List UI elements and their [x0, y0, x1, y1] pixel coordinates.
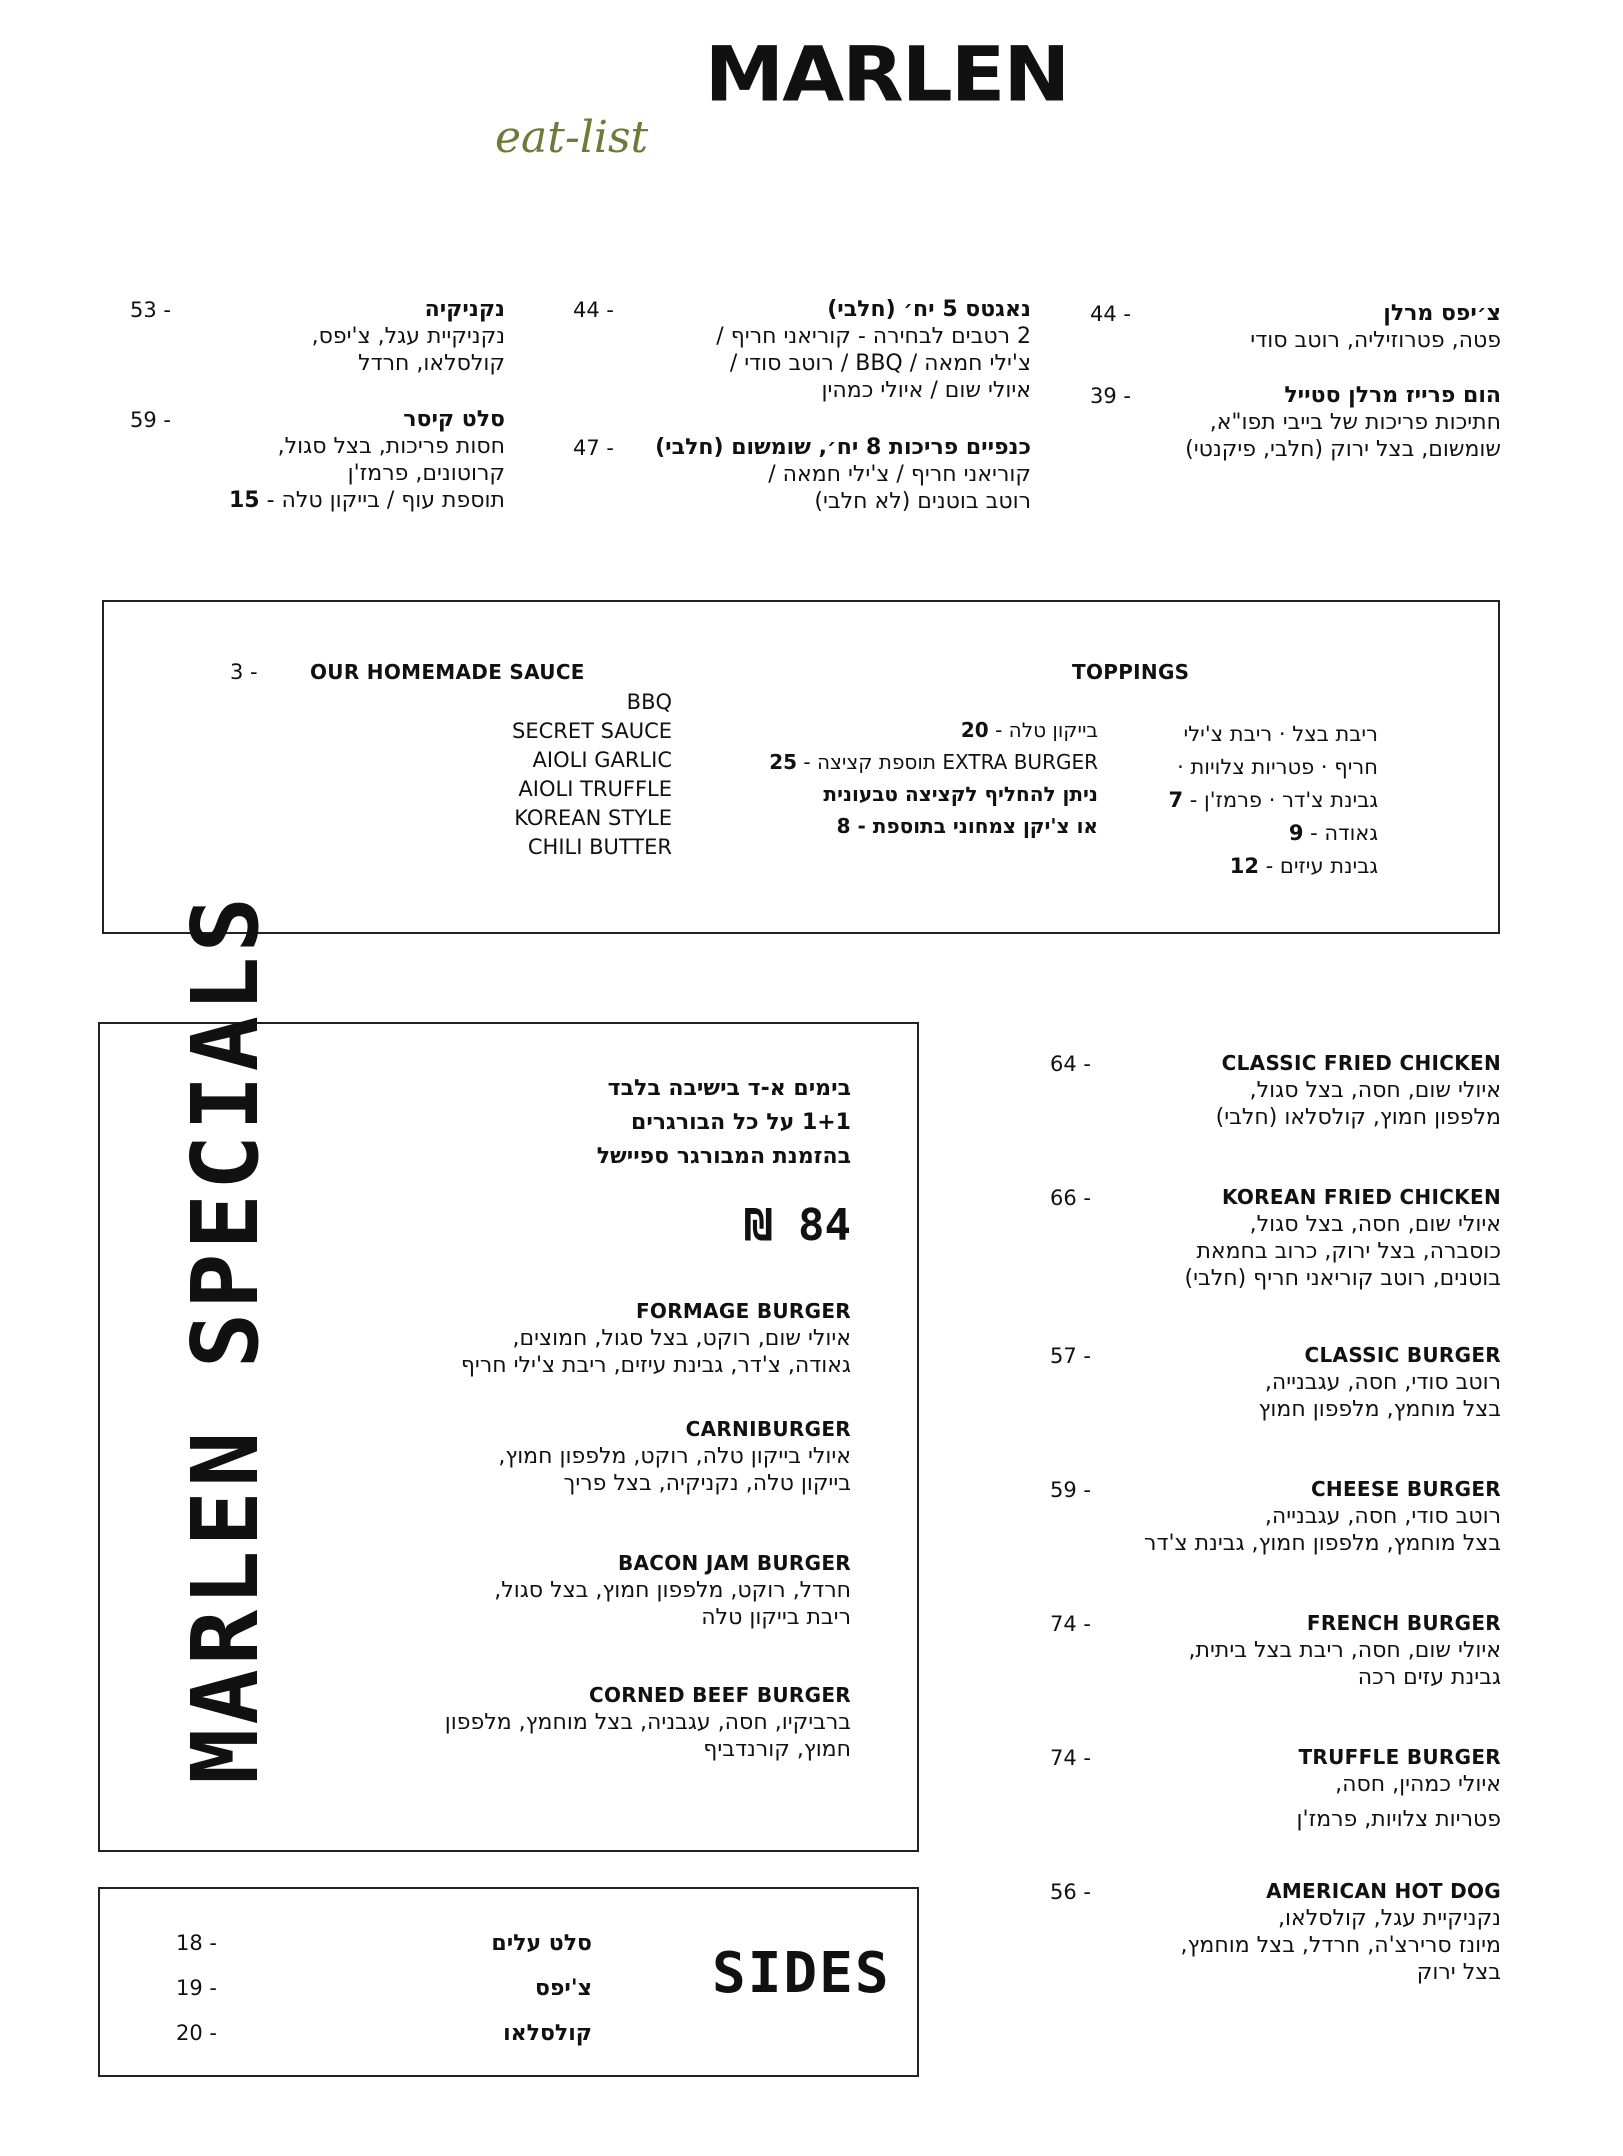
topping-text: גבינת צ'דר · פרמז'ן - [1189, 788, 1378, 812]
item-desc: בצל ירוק [1416, 1960, 1501, 1985]
item-desc: מלפפון חמוץ, קולסלאו (חלבי) [1215, 1105, 1501, 1130]
tagline: eat-list [495, 112, 649, 163]
item-title: כנפיים פריכות 8 יח׳, שומשום (חלבי) [655, 435, 1031, 460]
item-desc: גבינת עזים רכה [1357, 1665, 1501, 1690]
sauce-item: AIOLI GARLIC [532, 748, 672, 772]
burger-korean-fried-chicken [1041, 1184, 1501, 1292]
item-desc: בוטנים, רוטב קוריאני חריף (חלבי) [1184, 1266, 1501, 1291]
item-title: CLASSIC BURGER [1304, 1343, 1501, 1367]
item-desc: שומשום, בצל ירוק (חלבי, פיקנטי) [1185, 437, 1501, 462]
item-desc: רוטב בוטנים (לא חלבי) [814, 489, 1031, 514]
item-desc: רוטב סודי, חסה, עגבנייה, [1264, 1504, 1501, 1529]
item-title: הום פרייז מרלן סטייל [1284, 383, 1501, 408]
sauce-item: AIOLI TRUFFLE [518, 777, 672, 801]
item-desc: גאודה, צ'דר, גבינת עיזים, ריבת צ'ילי חריף [460, 1353, 851, 1378]
burger-american-hot-dog [1041, 1878, 1501, 1986]
special-item-corned-beef [291, 1682, 851, 1763]
item-price: 59 - [130, 408, 171, 432]
menu-item-sausage [185, 296, 505, 377]
specials-promo [351, 1072, 851, 1174]
item-title: סלט קיסר [403, 407, 505, 432]
item-desc: כוסברה, בצל ירוק, כרוב בחמאת [1196, 1239, 1501, 1264]
sauce-item: CHILI BUTTER [527, 835, 672, 859]
topping-text: גבינת עיזים - [1265, 854, 1378, 878]
item-title: BACON JAM BURGER [617, 1551, 851, 1575]
item-desc: איולי כמהין, חסה, [1335, 1772, 1501, 1797]
burger-cheese [1041, 1476, 1501, 1557]
item-desc: ריבת בייקון טלה [701, 1605, 851, 1630]
burger-french [1041, 1610, 1501, 1691]
topping-text: EXTRA BURGER תוספת קציצה - [803, 750, 1098, 774]
brand-logo [0, 30, 1623, 120]
item-title: CLASSIC FRIED CHICKEN [1221, 1051, 1501, 1075]
side-item-price: 20 - [176, 2021, 217, 2045]
item-desc: חמוץ, קורנדביף [703, 1737, 851, 1762]
sauce-item: SECRET SAUCE [511, 719, 672, 743]
item-title: CHEESE BURGER [1310, 1477, 1501, 1501]
topping-price: 25 [769, 750, 798, 774]
topping-line [658, 778, 1098, 810]
topping-price: 7 [1168, 788, 1184, 812]
sides-prices [176, 1921, 217, 2056]
item-desc: איולי שום / איולי כמהין [821, 378, 1031, 403]
specials-price: 84 ₪ [745, 1200, 851, 1251]
topping-line [658, 810, 1098, 842]
side-item-price: 19 - [176, 1976, 217, 2000]
item-price: 57 - [1050, 1344, 1091, 1368]
item-desc: איולי שום, חסה, בצל סגול, [1249, 1212, 1501, 1237]
topping-price: 20 [960, 718, 989, 742]
item-price: 74 - [1050, 1746, 1091, 1770]
menu-item-caesar-salad [165, 406, 505, 514]
promo-line: בימים א-ד בישיבה בלבד [607, 1076, 851, 1101]
sides-title: SIDES [712, 1941, 891, 2006]
promo-line: בהזמנת המבורגר ספיישל [596, 1144, 851, 1169]
topping-price: 12 [1229, 854, 1259, 878]
promo-line: 1+1 על כל הבורגרים [631, 1110, 851, 1135]
side-item-name: קולסלאו [503, 2021, 592, 2046]
topping-line [658, 714, 1098, 746]
item-desc: בייקון טלה, נקניקיה, בצל פריך [563, 1471, 851, 1496]
item-title: נאגטס 5 יח׳ (חלבי) [827, 297, 1031, 322]
item-title: CARNIBURGER [685, 1417, 851, 1441]
item-price: 56 - [1050, 1880, 1091, 1904]
sauce-title: OUR HOMEMADE SAUCE [310, 660, 585, 684]
item-title: TRUFFLE BURGER [1298, 1745, 1501, 1769]
item-price: 74 - [1050, 1612, 1091, 1636]
burger-truffle [1041, 1744, 1501, 1833]
topping-text: ניתן להחליף לקציצה טבעונית [823, 782, 1098, 806]
toppings-list-right [658, 714, 1098, 842]
item-desc: פטריות צלויות, פרמז'ן [1296, 1807, 1501, 1832]
burger-classic-fried-chicken [1041, 1050, 1501, 1131]
menu-item-chips-marlen [1101, 300, 1501, 354]
special-item-bacon-jam [291, 1550, 851, 1631]
side-item-name: סלט עלים [491, 1931, 592, 1956]
item-desc: צ'ילי חמאה / BBQ / רוטב סודי / [729, 351, 1031, 376]
special-item-carniburger [291, 1416, 851, 1497]
item-desc: 2 רטבים לבחירה - קוריאני חריף / [716, 324, 1031, 349]
item-price: 59 - [1050, 1478, 1091, 1502]
item-desc: רוטב סודי, חסה, עגבנייה, [1264, 1370, 1501, 1395]
item-price: 47 - [573, 436, 614, 460]
sides-list [340, 1921, 592, 2056]
sauce-item: BBQ [626, 690, 672, 714]
item-title: CORNED BEEF BURGER [588, 1683, 851, 1707]
item-price: 44 - [1090, 302, 1131, 326]
item-price: 44 - [573, 298, 614, 322]
menu-item-wings [611, 434, 1031, 515]
topping-text: ריבת בצל · ריבת צ'ילי [1183, 722, 1378, 746]
special-item-formage [291, 1298, 851, 1379]
menu-item-nuggets [611, 296, 1031, 404]
item-desc: קולסלאו, חרדל [358, 351, 505, 376]
topping-text: או צ'יקן צמחוני בתוספת - [857, 814, 1098, 838]
sides-box [98, 1887, 919, 2077]
topping-line [658, 746, 1098, 778]
item-desc: חתיכות פריכות של בייבי תפו"א, [1209, 410, 1501, 435]
menu-item-home-fries [1081, 382, 1501, 463]
sauce-price: 3 - [230, 660, 258, 684]
specials-vertical-title: MARLEN SPECIALS [172, 893, 279, 1784]
item-desc: איולי שום, חסה, ריבת בצל ביתית, [1188, 1638, 1501, 1663]
item-price: 39 - [1090, 384, 1131, 408]
item-desc: פטה, פטרוזיליה, רוטב סודי [1250, 328, 1501, 353]
item-price: 66 - [1050, 1186, 1091, 1210]
topping-line [1018, 850, 1378, 883]
burger-classic [1041, 1342, 1501, 1423]
item-desc: מיונז סרירצ'ה, חרדל, בצל מוחמץ, [1180, 1933, 1501, 1958]
side-item-price: 18 - [176, 1931, 217, 1955]
item-desc: חסות פריכות, בצל סגול, [277, 434, 505, 459]
topping-text: בייקון טלה - [995, 718, 1098, 742]
item-desc: בצל מוחמץ, מלפפון חמוץ [1258, 1397, 1501, 1422]
toppings-box [102, 600, 1500, 934]
item-title: KOREAN FRIED CHICKEN [1221, 1185, 1501, 1209]
item-desc: קרוטונים, פרמז'ן [347, 461, 505, 486]
item-title: צ׳יפס מרלן [1383, 301, 1501, 326]
item-desc: איולי שום, חסה, בצל סגול, [1249, 1078, 1501, 1103]
brand-name: MARLEN [704, 30, 1069, 119]
item-price: 64 - [1050, 1052, 1091, 1076]
topping-price: 8 [836, 814, 851, 838]
toppings-title: TOPPINGS [1072, 660, 1190, 684]
item-title: FORMAGE BURGER [635, 1299, 851, 1323]
item-desc: ברביקיו, חסה, עגבניה, בצל מוחמץ, מלפפון [444, 1710, 851, 1735]
item-title: נקניקיה [424, 297, 505, 322]
specials-box [98, 893, 919, 1852]
sauce-list [310, 688, 672, 862]
item-title: FRENCH BURGER [1306, 1611, 1501, 1635]
item-desc: חרדל, רוקט, מלפפון חמוץ, בצל סגול, [494, 1578, 851, 1603]
extra-price: 15 [228, 488, 260, 513]
item-title: AMERICAN HOT DOG [1266, 1879, 1501, 1903]
item-desc: נקניקיית עגל, קולסלאו, [1278, 1906, 1501, 1931]
topping-text: גאודה - [1310, 821, 1378, 845]
item-desc: איולי שום, רוקט, בצל סגול, חמוצים, [512, 1326, 851, 1351]
item-desc: איולי בייקון טלה, רוקט, מלפפון חמוץ, [498, 1444, 851, 1469]
item-price: 53 - [130, 298, 171, 322]
sauce-item: KOREAN STYLE [514, 806, 672, 830]
item-extra [165, 487, 505, 514]
topping-price: 9 [1288, 821, 1304, 845]
item-desc: נקניקיית עגל, צ'יפס, [311, 324, 505, 349]
topping-text: חריף · פטריות צלויות · [1177, 755, 1378, 779]
item-desc: קוריאני חריף / צ'ילי חמאה / [768, 462, 1031, 487]
extra-text: תוספת עוף / בייקון טלה - [266, 488, 505, 513]
side-item-name: צ'יפס [535, 1976, 592, 2001]
item-desc: בצל מוחמץ, מלפפון חמוץ, גבינת צ'דר [1144, 1531, 1501, 1556]
